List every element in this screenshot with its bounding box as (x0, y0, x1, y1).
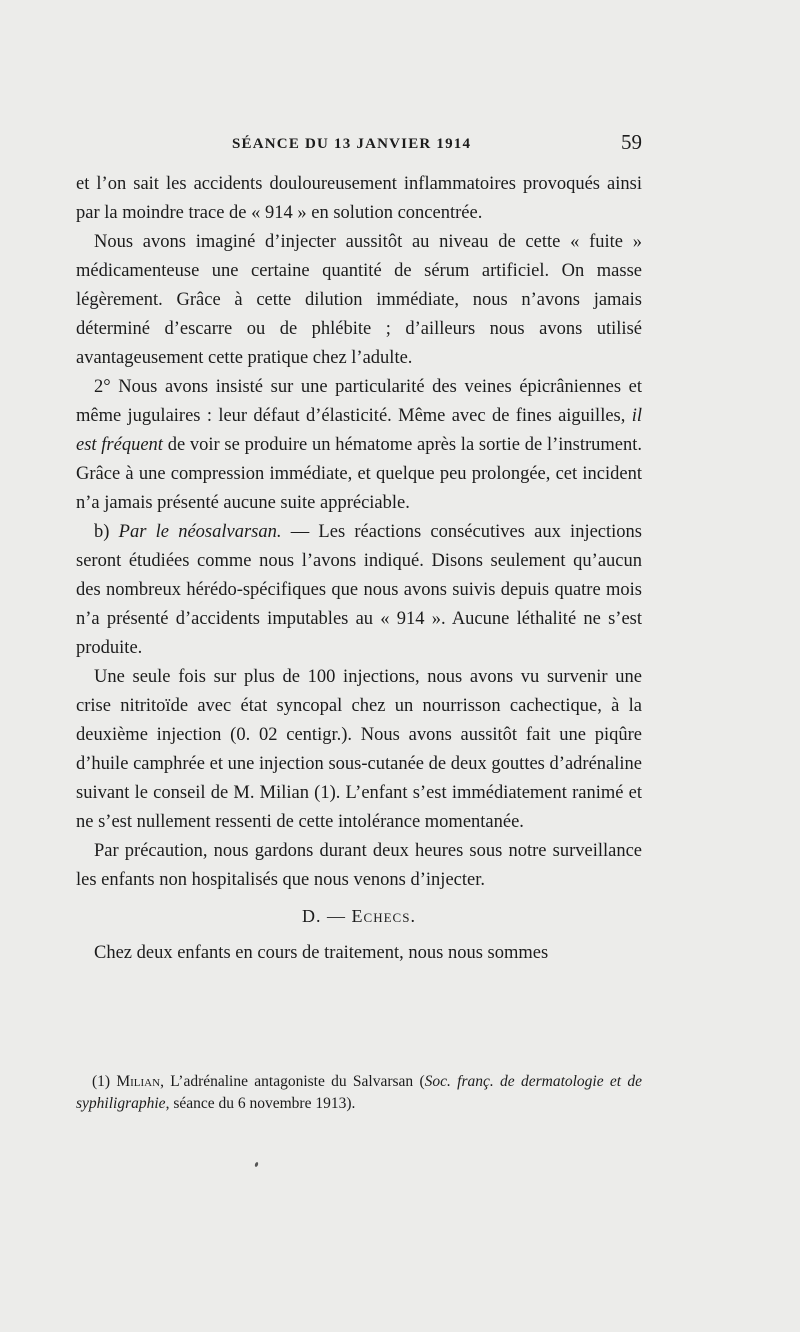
paragraph-3-italic: il est fréquent (76, 406, 642, 455)
paragraph-1: et l’on sait les accidents douloureusement inflammatoires provoqués ainsi par la moindre trace de « 914 » en solution concentrée. (76, 174, 642, 223)
paragraph-4-italic: Par le néosalvarsan. (118, 522, 282, 542)
paragraph-4-rest: — Les réactions consécutives aux injections seront étudiées comme nous l’avons indiqué. Disons seulement qu’aucun des nombreux hérédo-spécifiques que nous avons suivis depuis quatre mois n’a présenté d’accidents imputables au « 914 ». Aucune léthalité ne s’est produite. (76, 522, 642, 658)
ink-speck (254, 1162, 259, 1168)
paragraph-3 (76, 373, 642, 518)
footnote-journal: Soc. franç. de dermatologie et de syphiligraphie (76, 1073, 643, 1112)
paragraph-3-start: 2° Nous avons insisté sur une particularité des veines épicrâniennes et même jugulaires : leur défaut d’élasticité. Même avec de fines aiguilles, (76, 377, 642, 426)
page-header (76, 130, 642, 160)
paragraph-6: Par précaution, nous gardons durant deux heures sous notre surveillance les enfants non hospitalisés que nous venons d’injecter. (76, 841, 642, 890)
footnote-text-end: , séance du 6 novembre 1913). (165, 1095, 356, 1112)
paragraph-4-label: b) (94, 522, 119, 542)
paragraph-7: Chez deux enfants en cours de traitement, nous nous sommes (94, 943, 549, 963)
section-heading: D. — Echecs. (302, 906, 416, 926)
page-number: 59 (621, 130, 642, 154)
paragraph-2: Nous avons imaginé d’injecter aussitôt au niveau de cette « fuite » médicamenteuse une certaine quantité de sérum artificiel. On masse légèrement. Grâce à cette dilution immédiate, nous n’avons jamais déterminé d’escarre ou de phlébite ; d’ailleurs nous avons utilisé avantageusement cette pratique chez l’adulte. (76, 232, 642, 368)
footnote-1 (76, 1071, 642, 1115)
footnote-text-start: , L’adrénaline antagoniste du Salvarsan ( (160, 1073, 425, 1090)
footnotes (76, 1071, 642, 1115)
paragraph-4 (76, 518, 642, 663)
running-title: SÉANCE DU 13 JANVIER 1914 (232, 136, 472, 152)
paragraph-5: Une seule fois sur plus de 100 injections, nous avons vu survenir une crise nitritoïde avec état syncopal chez un nourrisson cachectique, à la deuxième injection (0. 02 centigr.). Nous avons aussitôt fait une piqûre d’huile camphrée et une injection sous-cutanée de deux gouttes d’adrénaline suivant le conseil de M. Milian (1). L’enfant s’est immédiatement ranimé et ne s’est nullement ressenti de cette intolérance momentanée. (76, 667, 642, 832)
footnote-author: Milian (116, 1073, 161, 1090)
footnote-marker: (1) (92, 1073, 117, 1090)
body-text (76, 170, 642, 968)
paragraph-3-end: de voir se produire un hématome après la sortie de l’instrument. Grâce à une compression immédiate, et quelque peu prolongée, cet incident n’a jamais présenté aucune suite appréciable. (76, 435, 643, 513)
